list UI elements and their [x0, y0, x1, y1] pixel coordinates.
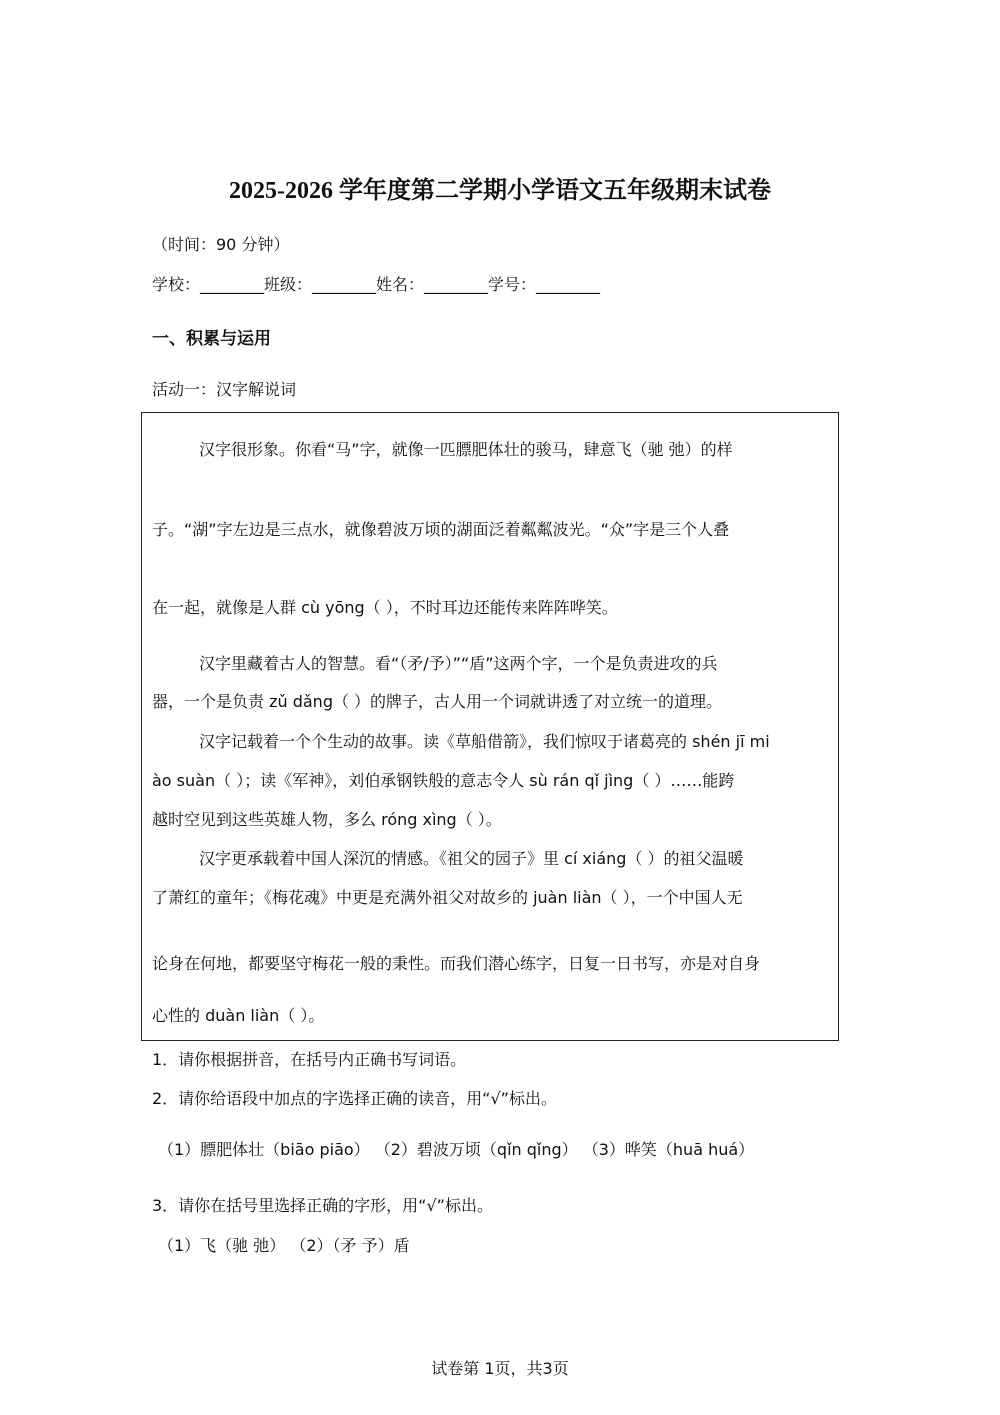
passage-line: 汉字里藏着古人的智慧。看“（矛/予）”“盾”这两个字，一个是负责进攻的兵	[199, 654, 718, 673]
passage-line: 子。“湖”字左边是三点水，就像碧波万顷的湖面泛着粼粼波光。“众”字是三个人叠	[152, 520, 730, 539]
passage-line: 心性的 duàn liàn（ ）。	[152, 1006, 325, 1025]
passage-line: 了萧红的童年；《梅花魂》中更是充满外祖父对故乡的 juàn liàn（ ），一个中国人无	[152, 888, 743, 907]
page-footer: 试卷第 1页，共3页	[431, 1359, 569, 1378]
passage-box	[141, 412, 839, 1041]
passage-line: 汉字记载着一个个生动的故事。读《草船借箭》，我们惊叹于诸葛亮的 shén jī mi	[199, 732, 770, 751]
question-2: 2．请你给语段中加点的字选择正确的读音，用“√”标出。	[152, 1089, 557, 1108]
section-heading: 一、积累与运用	[152, 329, 271, 349]
passage-line: 越时空见到这些英雄人物，多么 róng xìng（ ）。	[152, 810, 502, 829]
student-info-line: 学校：________班级：________姓名：________学号：________	[152, 275, 601, 294]
activity-heading: 活动一：汉字解说词	[152, 380, 297, 399]
passage-line: ào suàn（ ）；读《军神》，刘伯承钢铁般的意志令人 sù rán qǐ jìng（ ）……能跨	[152, 771, 735, 790]
passage-line: 在一起，就像是人群 cù yōng（ ），不时耳边还能传来阵阵哗笑。	[152, 598, 618, 617]
passage-line: 论身在何地，都要坚守梅花一般的秉性。而我们潜心练字，日复一日书写，亦是对自身	[152, 954, 761, 973]
question-3: 3．请你在括号里选择正确的字形，用“√”标出。	[152, 1196, 493, 1215]
exam-time: （时间：90 分钟）	[152, 235, 290, 254]
passage-line: 汉字很形象。你看“马”字，就像一匹膘肥体壮的骏马，肆意飞（驰 弛）的样	[199, 440, 733, 459]
question-1: 1．请你根据拼音，在括号内正确书写词语。	[152, 1050, 467, 1069]
passage-line: 器，一个是负责 zǔ dǎng（ ）的牌子，古人用一个词就讲透了对立统一的道理。	[152, 692, 723, 711]
passage-line: 汉字更承载着中国人深沉的情感。《祖父的园子》里 cí xiáng（ ）的祖父温暖	[199, 849, 744, 868]
question-3-options: （1）飞（驰 弛） （2）（矛 予）盾	[158, 1236, 410, 1255]
question-2-options: （1）膘肥体壮（biāo piāo） （2）碧波万顷（qǐn qǐng） （3）哗笑（huā huá）	[158, 1140, 755, 1159]
exam-title: 2025-2026 学年度第二学期小学语文五年级期末试卷	[229, 178, 771, 204]
